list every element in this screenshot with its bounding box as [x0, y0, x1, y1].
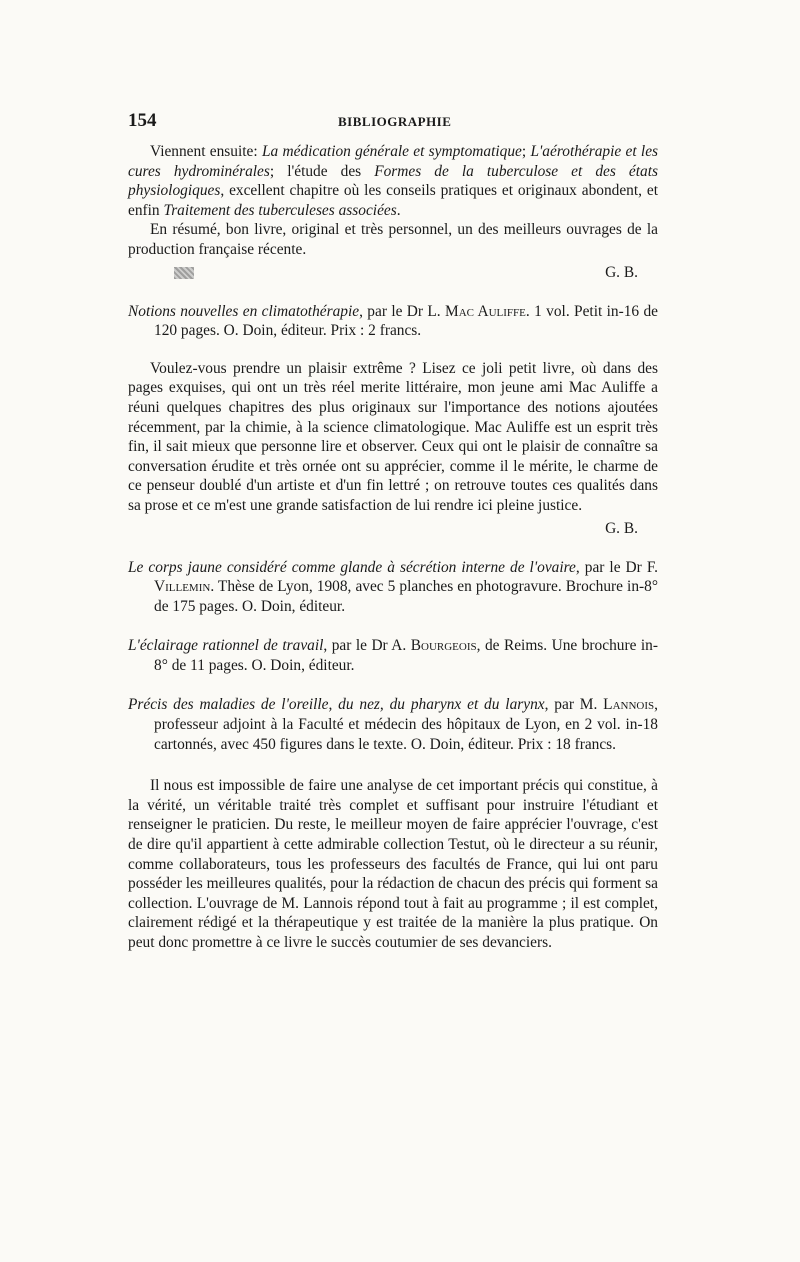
entry-text: , par le Dr F.: [575, 558, 658, 576]
page-header: [128, 110, 658, 132]
bibliography-entry: [128, 302, 658, 341]
review-text: ; l'étude des: [269, 162, 375, 180]
chapter-title: L'aérothérapie et les cures hydrominérales: [128, 143, 659, 180]
book-title: L'éclairage rationnel de travail: [128, 637, 324, 655]
chapter-title: Traitement des tuberculeses associées: [163, 201, 397, 219]
entry-text: , professeur adjoint à la Faculté et médecin des hôpitaux de Lyon, en 2 vol. in-18 cartonnés, avec 450 figures dans le texte. O. Doin, éditeur. Prix : 18 francs.: [154, 696, 658, 753]
author-name: Mac Auliffe: [445, 302, 526, 320]
bibliography-entry: [128, 558, 658, 617]
book-title: Le corps jaune considéré comme glande à sécrétion interne de l'ovaire: [128, 558, 576, 576]
review-text: , excellent chapitre où les conseils pratiques et originaux abondent, et enfin: [128, 182, 658, 219]
signature: G. B.: [605, 519, 638, 537]
bibliography-entry: [128, 695, 658, 754]
entry-text: , par le Dr L.: [359, 302, 446, 320]
chapter-title: La médication générale et symptomatique: [261, 143, 522, 160]
review-text: .: [396, 201, 401, 219]
review-text: ;: [521, 143, 531, 160]
chapter-title: Formes de la tuberculose et des états physiologiques: [128, 162, 658, 200]
review-text: Viennent ensuite:: [150, 143, 262, 160]
review-paragraph: En résumé, bon livre, original et très personnel, un des meilleurs ouvrages de la production française récente.: [128, 221, 658, 258]
review-paragraph: Voulez-vous prendre un plaisir extrême ? Lisez ce joli petit livre, où dans des pages exquises, qui ont un très réel merite littéraire, mon jeune ami Mac Auliffe a réuni quelques chapitres des plus originaux sur l'importance des notions ajoutées récemment, par la chimie, à la science climatologique. Mac Auliffe est un esprit très fin, il sait mieux que personne lire et observer. Ceux qui ont le plaisir de connaître sa conversation érudite et très ornée ont su apprécier, comme il le mérite, le charme de ce penseur doublé d'un artiste et d'un fin lettré ; on retrouve toutes ces qualités dans sa prose et ce m'est une grande satisfaction de lui rendre ici pleine justice.: [128, 359, 658, 514]
author-name: Lannois: [603, 696, 655, 714]
book-title: Précis des maladies de l'oreille, du nez, du pharynx et du larynx: [128, 696, 545, 714]
signature-row: [174, 264, 638, 282]
page-number: 154: [128, 110, 157, 131]
review-paragraph: [128, 142, 658, 220]
entry-text: , par le Dr A.: [323, 637, 411, 655]
author-name: Villemin: [154, 578, 211, 596]
entry-text: , de Reims. Une brochure in-8° de 11 pages. O. Doin, éditeur.: [154, 637, 659, 674]
signature: G. B.: [605, 263, 638, 281]
entry-text: , par M.: [544, 696, 604, 714]
book-title: Notions nouvelles en climatothérapie: [128, 302, 360, 320]
author-name: Bourgeois: [410, 637, 477, 655]
ink-stamp-mark: [174, 267, 194, 279]
running-head: BIBLIOGRAPHIE: [338, 114, 452, 129]
entry-text: . 1 vol. Petit in-16 de 120 pages. O. Doin, éditeur. Prix : 2 francs.: [154, 302, 658, 340]
review-paragraph: Il nous est impossible de faire une analyse de cet important précis qui constitue, à la vérité, un véritable traité très complet et suffisant pour instruire l'étudiant et renseigner le praticien. Du reste, le meilleur moyen de faire apprécier l'ouvrage, c'est de dire qu'il appartient à cette admirable collection Testut, où le directeur a su réunir, comme collaborateurs, tous les professeurs des facultés de France, qui lui ont paru posséder les meilleures qualités, pour la rédaction de chacun des précis qui forment sa collection. L'ouvrage de M. Lannois répond tout à fait au programme ; il est complet, clairement rédigé et la thérapeutique y est traitée de la manière la plus pratique. On peut donc promettre à ce livre le succès coutumier de ses devanciers.: [128, 777, 658, 951]
entry-text: . Thèse de Lyon, 1908, avec 5 planches en photogravure. Brochure in-8° de 175 pages. O. Doin, éditeur.: [154, 578, 658, 615]
bibliography-entry: [128, 636, 658, 675]
